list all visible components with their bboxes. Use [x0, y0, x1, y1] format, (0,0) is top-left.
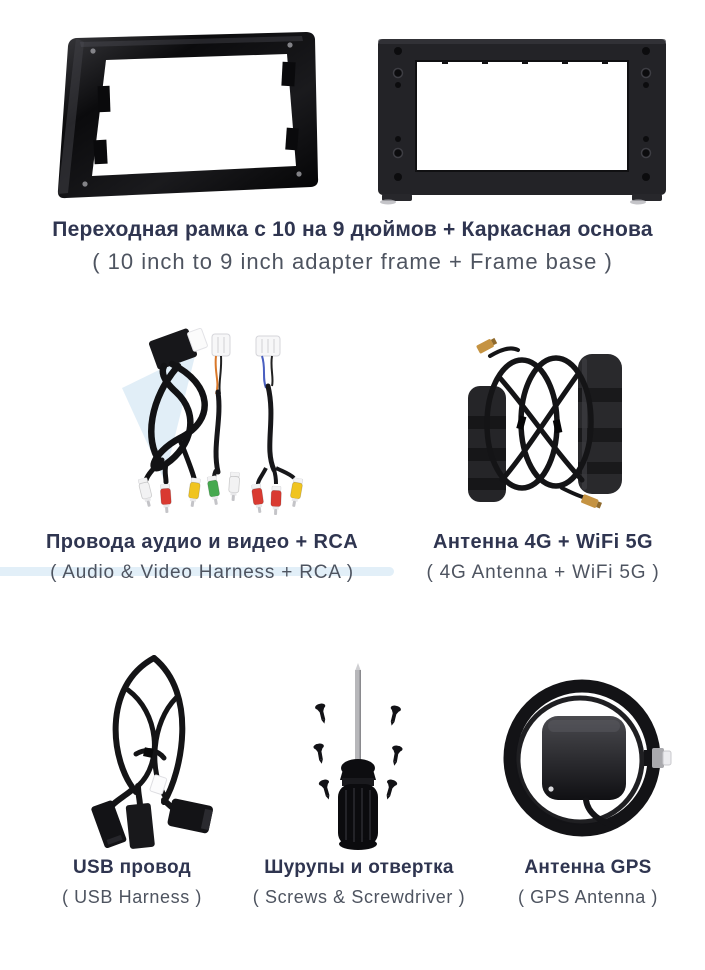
harness-middle-bundle [212, 334, 230, 478]
screws-caption [238, 857, 480, 908]
gps-puck [542, 716, 626, 800]
adapter-frame-image [44, 26, 332, 210]
screwdriver [338, 663, 378, 850]
usb-caption-ru: USB провод [73, 857, 191, 878]
rca-plugs [138, 472, 304, 515]
usb-cable-coil [110, 658, 182, 810]
gps-antenna-image [488, 662, 680, 854]
usb-caption-en: ( USB Harness ) [61, 887, 203, 907]
av-harness-image [116, 328, 316, 524]
usb-harness-image [66, 650, 234, 855]
usb-caption [8, 857, 256, 908]
4g-antenna-caption [398, 531, 688, 584]
harness-caption-en: ( Audio & Video Harness + RCA ) [50, 562, 354, 583]
gps-caption-ru: Антенна GPS [524, 857, 652, 878]
harness-caption [18, 531, 386, 584]
screws-caption-ru: Шурупы и отвертка [264, 857, 454, 878]
frame-base-image [372, 33, 672, 209]
frame-feet [380, 194, 662, 205]
screws-screwdriver-image [282, 662, 436, 854]
4g-antenna-caption-ru: Антенна 4G + WiFi 5G [432, 531, 654, 553]
gps-connector [644, 748, 671, 768]
frame-base-body [378, 39, 666, 205]
usb-connectors [91, 798, 214, 849]
gps-caption [478, 857, 698, 908]
frames-caption-en: ( 10 inch to 9 inch adapter frame + Frame base ) [92, 249, 613, 274]
sma-connector-bottom [581, 494, 603, 510]
harness-right-bundle [256, 336, 294, 484]
4g-antenna-image [458, 330, 634, 522]
adapter-frame-body [58, 32, 318, 198]
harness-caption-ru: Провода аудио и видео + RCA [45, 531, 359, 553]
frames-caption [0, 218, 705, 275]
screws-caption-en: ( Screws & Screwdriver ) [252, 887, 466, 907]
4g-antenna-caption-en: ( 4G Antenna + WiFi 5G ) [426, 562, 660, 583]
frames-caption-ru: Переходная рамка с 10 на 9 дюймов + Каркасная основа [52, 218, 653, 241]
gps-caption-en: ( GPS Antenna ) [517, 887, 659, 907]
